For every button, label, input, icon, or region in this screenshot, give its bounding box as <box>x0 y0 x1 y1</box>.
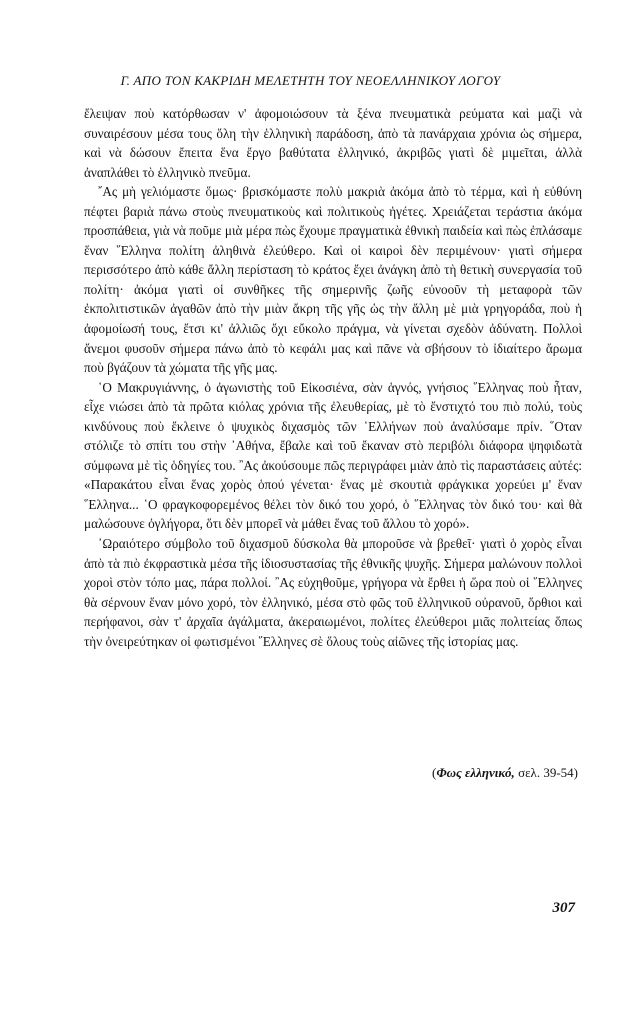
text-body <box>84 104 582 651</box>
running-header: Γ. ΑΠΟ ΤΟΝ ΚΑΚΡΙΔΗ ΜΕΛΕΤΗΤΗ ΤΟΥ ΝΕΟΕΛΛΗΝΙΚΟΥ ΛΟΓΟΥ <box>120 73 501 88</box>
source-pages: σελ. 39-54) <box>514 765 578 780</box>
paragraph-4: ᾿Ωραιότερο σύμβολο τοῦ διχασμοῦ δύσκολα θὰ μποροῦσε νὰ βρεθεῖ· γιατὶ ὁ χορὸς εἶναι ἀπὸ τὰ πιὸ ἐκφραστικὰ μέσα τῆς ἰδιοσυστασίας τῆς ἐθνικῆς ψυχῆς. Σήμερα μαλώνουν πολλοὶ χοροὶ στὸν τόπο μας, πάρα πολλοί. ῍Ας εὐχηθοῦμε, γρήγορα νὰ ἔρθει ἡ ὥρα ποὺ οἱ ῞Ελληνες θὰ σέρνουν ἕναν μόνο χορό, τὸν ἑλληνικό, μέσα στὸ φῶς τοῦ ἑλληνικοῦ οὐρανοῦ, ὄρθιοι καὶ περήφανοι, σὰν τ' ἀρχαῖα ἀγάλματα, ἀκεραιωμένοι, πολίτες ἐλεύθεροι μιᾶς πολιτείας ὅπως τὴν ὀνειρεύτηκαν οἱ φωτισμένοι ῞Ελληνες σὲ ὅλους τοὺς αἰῶνες τῆς ἱστορίας μας. <box>84 536 582 649</box>
paragraph-2: ῎Ας μὴ γελιόμαστε ὅμως· βρισκόμαστε πολὺ μακριὰ ἀκόμα ἀπὸ τὸ τέρμα, καὶ ἡ εὐθύνη πέφτει βαριὰ πάνω στοὺς πνευματικοὺς καὶ πολιτικοὺς ἡγέτες. Χρειάζεται τεράστια ἀκόμα προσπάθεια, γιὰ νὰ ποῦμε μιὰ μέρα πὼς ἔχουμε πραγματικὰ ἐθνικὴ παιδεία καὶ πὼς ἐπλάσαμε ἕναν ῞Ελληνα πολίτη ἀληθινὰ ἐλεύθερο. Καὶ οἱ καιροὶ δὲν περιμένουν· γιατὶ σήμερα περισσότερο ἀπὸ κάθε ἄλλη περίσταση τὸ κράτος ἔχει ἀνάγκη ἀπὸ τὴ θετικὴ συνεργασία τοῦ πολίτη· ἀκόμα γιατὶ οἱ συνθῆκες τῆς σημερινῆς ζωῆς εὐνοοῦν τὴ μεταφορὰ τῶν ἐκπολιτιστικῶν ἀγαθῶν ἀπὸ τὴν μιὰν ἄκρη τῆς γῆς ὡς τὴν ἄλλη μὲ μιὰ γρηγοράδα, ποὺ ἡ ἀφομοίωσή τους, ἔτσι κι' ἀλλιῶς ὄχι εὔκολο πράγμα, νὰ γίνεται σχεδὸν ἀδύνατη. Πολλοὶ ἄνεμοι φυσοῦν σήμερα πάνω ἀπὸ τὸ κεφάλι μας καὶ πᾶνε νὰ σβήσουν τὸ ἰδιαίτερο ἄρωμα ποὺ βγάζουν τὰ χώματα τῆς γῆς μας. <box>84 184 582 376</box>
source-citation <box>432 765 578 781</box>
paragraph-3: ῾Ο Μακρυγιάννης, ὁ ἀγωνιστὴς τοῦ Εἰκοσιένα, σὰν ἁγνός, γνήσιος ῞Ελληνας ποὺ ἦταν, εἶχε νιώσει ἀπὸ τὰ πρῶτα κιόλας χρόνια τῆς ἐλευθερίας, μὲ τὸ ἔνστιχτό του πιὸ πολύ, τοὺς κινδύνους ποὺ ἔκλεινε ὁ ψυχικὸς διχασμὸς τῶν ῾Ελλήνων ποὺ ἀναλύσαμε πρίν. ῞Οταν στόλιζε τὸ σπίτι του στὴν ᾿Αθήνα, ἔβαλε καὶ τοῦ ἔκαναν στὸ περιβόλι διάφορα ψηφιδωτὰ σύμφωνα μὲ τὶς ὁδηγίες του. ῍Ας ἀκούσουμε πῶς περιγράφει μιὰν ἀπὸ τὶς παραστάσεις αὐτές: «Παρακάτου εἶναι ἕνας χορὸς ὁπού γένεται· ἕνας μὲ σκουτιὰ φράγκικα χορεύει μ' ἕναν ῞Ελληνα... ῾Ο φραγκοφορεμένος θέλει τὸν δικό του χορό, ὁ ῞Ελληνας τὸν δικό του· καὶ θὰ μαλώσουνε ὀγλήγορα, ὅτι δὲν μπορεῖ νὰ μάθει ἕνας τοῦ ἄλλου τὸ χορό». <box>84 379 582 532</box>
source-open-paren: ( <box>431 765 437 780</box>
paragraph-1: ἔλειψαν ποὺ κατόρθωσαν ν' ἀφομοιώσουν τὰ ξένα πνευματικὰ ρεύματα καὶ μαζὶ νὰ συναιρέσουν μέσα τους ὅλη τὴν ἑλληνικὴ παράδοση, ἀπὸ τὰ πανάρχαια χρόνια ὡς σήμερα, καὶ νὰ δώσουν ἔπειτα ἕνα ἔργο βαθύτατα ἑλληνικό, ἀκριβῶς γιατὶ δὲ μιμεῖται, ἀλλὰ ἀναπλάθει τὸ ἑλληνικὸ πνεῦμα. <box>84 106 582 180</box>
page-number: 307 <box>552 900 575 916</box>
source-title: Φως ελληνικό, <box>436 765 515 780</box>
